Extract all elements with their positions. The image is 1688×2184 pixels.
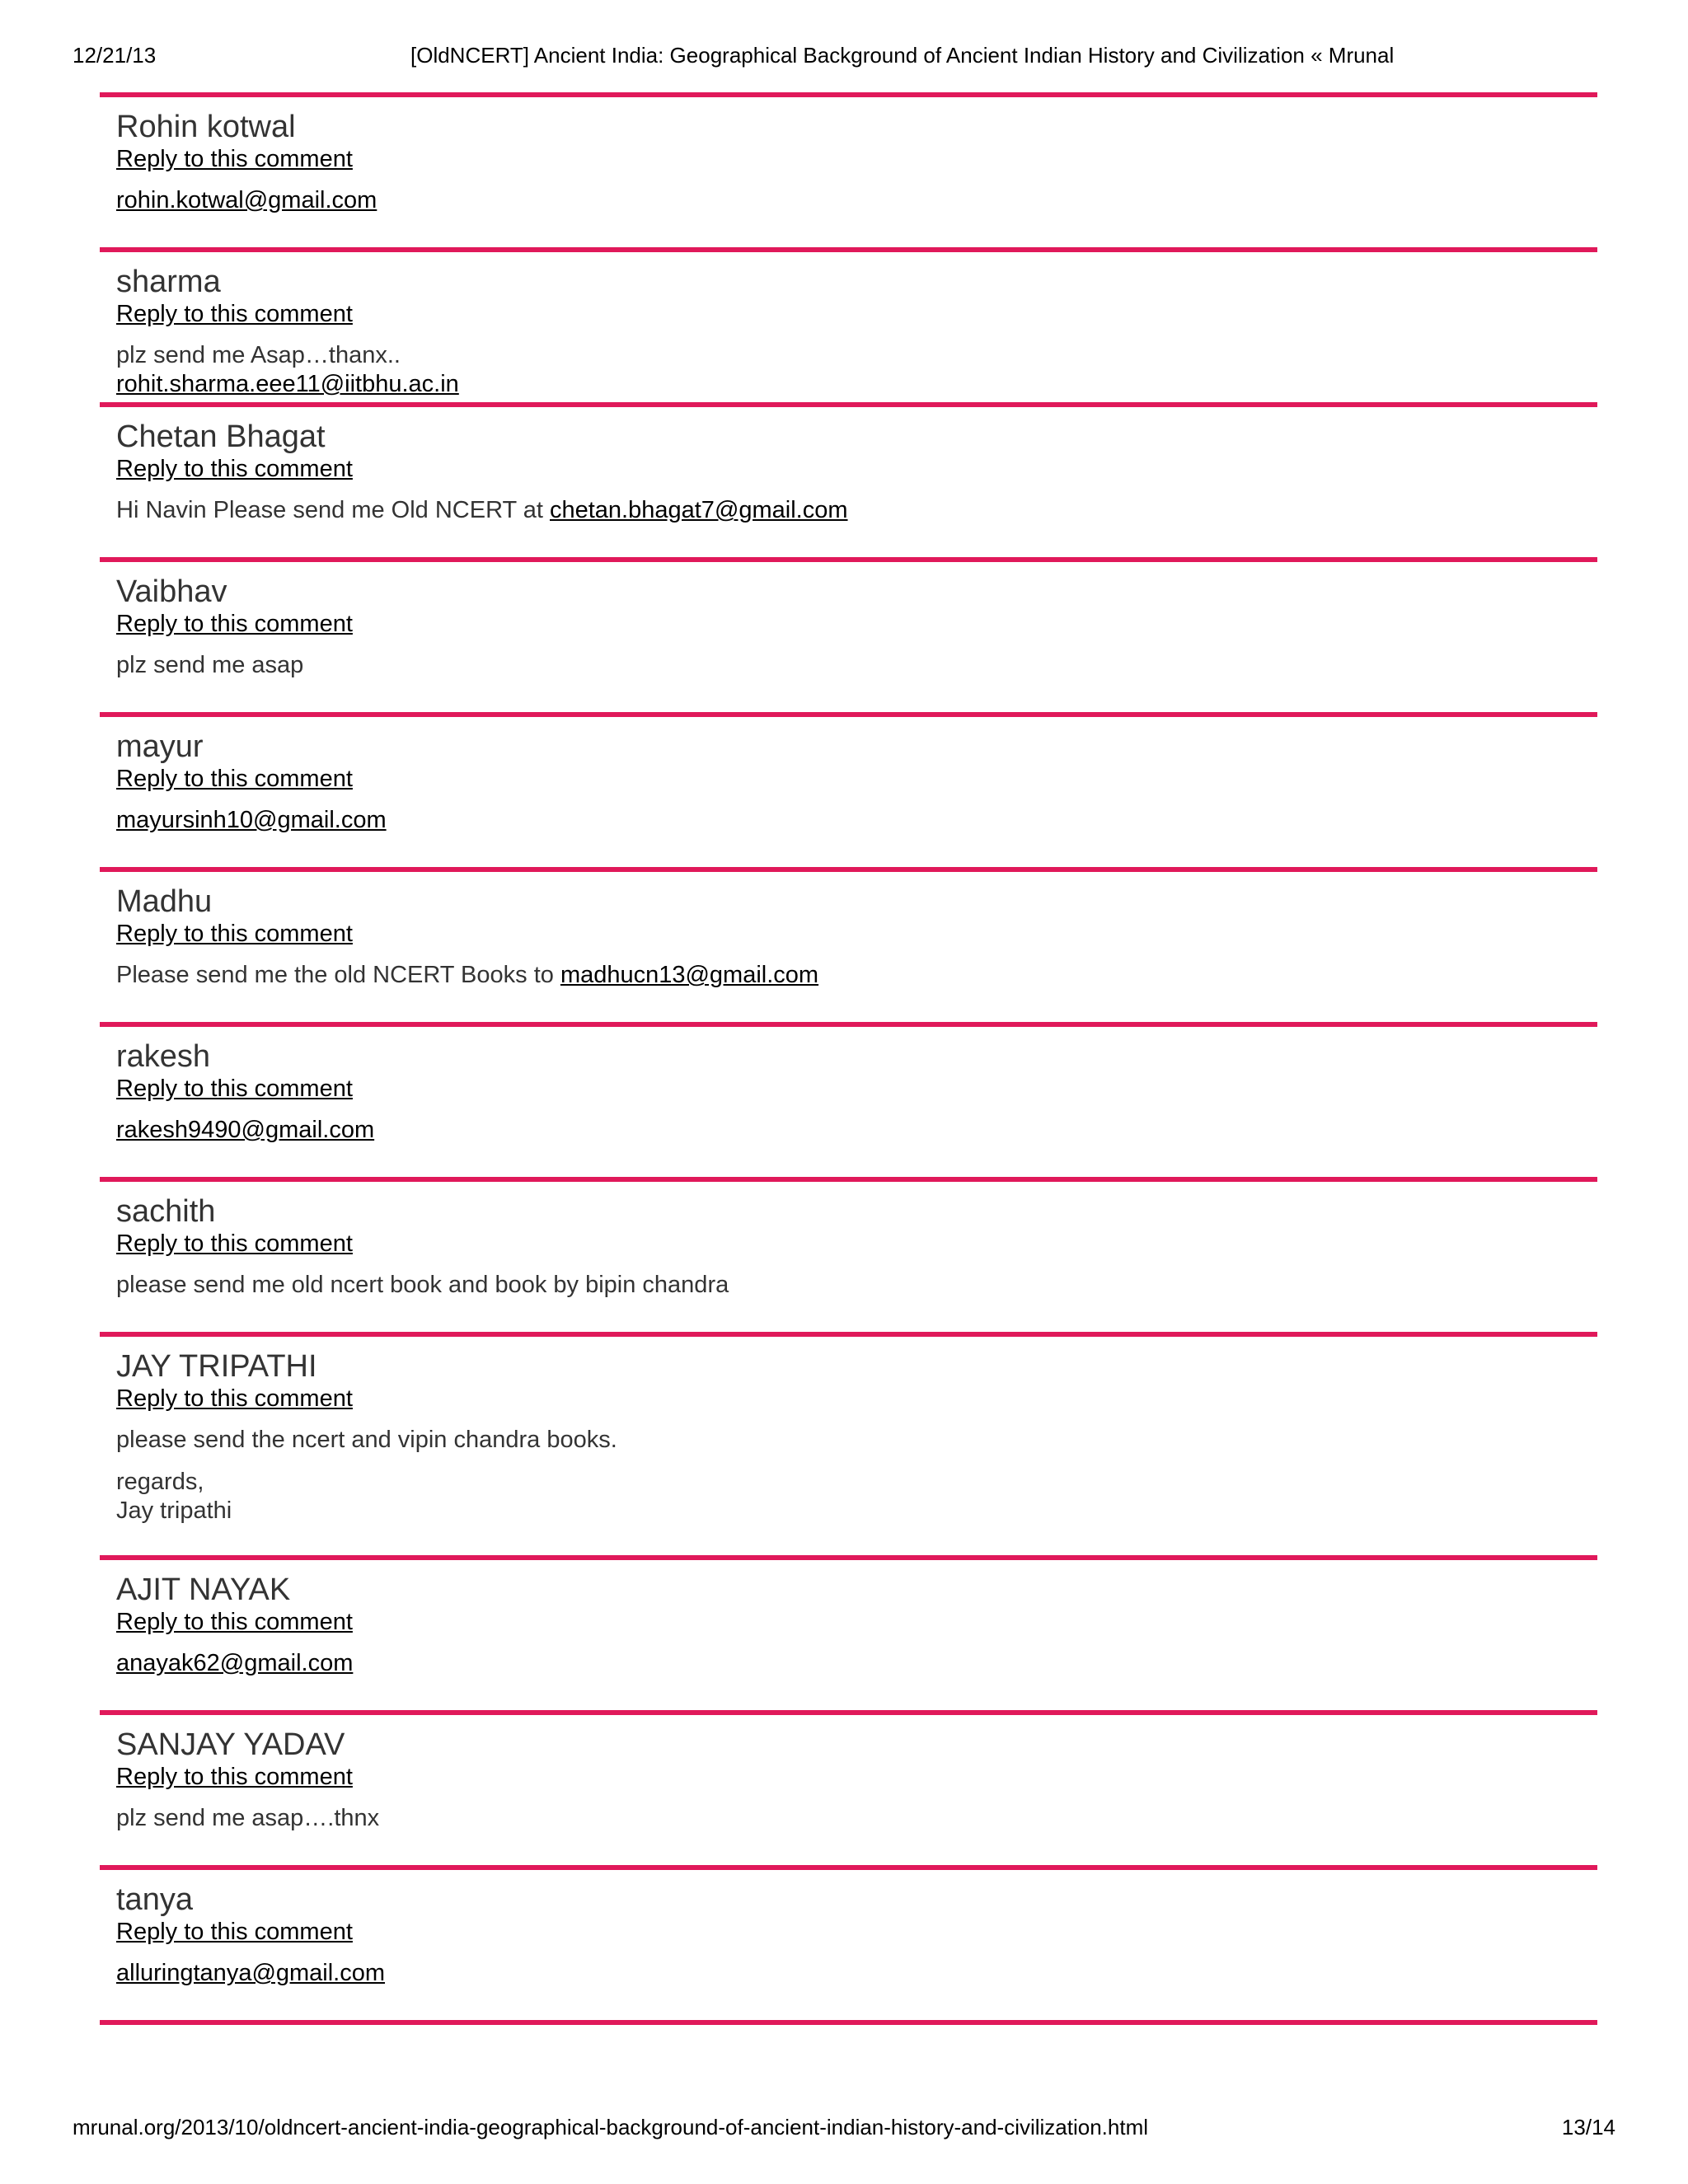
comment-item — [100, 247, 1597, 402]
comment-item — [100, 1022, 1597, 1177]
comment-paragraph — [116, 961, 1597, 990]
comment-author: Madhu — [116, 884, 213, 919]
page-title: [OldNCERT] Ancient India: Geographical Background of Ancient Indian History and Civilization « Mrunal — [410, 43, 1395, 68]
reply-link[interactable]: Reply to this comment — [116, 766, 353, 792]
comment-body — [116, 1271, 1597, 1300]
comment-author: Vaibhav — [116, 574, 227, 609]
email-link[interactable]: rohit.sharma.eee11@iitbhu.ac.in — [116, 371, 459, 397]
comment-item — [100, 1332, 1597, 1555]
comment-text: Hi Navin Please send me Old NCERT at — [116, 497, 550, 523]
page-number: 13/14 — [1561, 2115, 1615, 2139]
comment-body — [116, 341, 1597, 399]
comment-item — [100, 1555, 1597, 1710]
comment-body — [116, 1426, 1597, 1526]
print-header — [73, 43, 1615, 76]
comment-text: plz send me asap — [116, 652, 304, 678]
reply-link[interactable]: Reply to this comment — [116, 1764, 353, 1790]
comment-text: please send me old ncert book and book by bipin chandra — [116, 1272, 729, 1298]
comment-paragraph — [116, 1649, 1597, 1678]
page-url: mrunal.org/2013/10/oldncert-ancient-india-geographical-background-of-ancient-indian-history-and-civilization.html — [73, 2115, 1149, 2139]
comment-item — [100, 1177, 1597, 1332]
email-link[interactable]: rohin.kotwal@gmail.com — [116, 187, 377, 213]
comment-signature: Jay tripathi — [116, 1497, 232, 1524]
comment-author: tanya — [116, 1882, 193, 1917]
comment-text: regards, — [116, 1469, 204, 1495]
comment-item — [100, 402, 1597, 557]
comment-author: AJIT NAYAK — [116, 1572, 291, 1607]
comment-author: Rohin kotwal — [116, 110, 296, 144]
comment-author: rakesh — [116, 1039, 211, 1074]
comment-text: plz send me Asap…thanx.. — [116, 342, 401, 368]
comment-paragraph — [116, 1271, 1597, 1300]
comment-paragraph — [116, 806, 1597, 835]
comment-paragraph — [116, 1468, 1597, 1526]
email-link[interactable]: anayak62@gmail.com — [116, 1650, 354, 1676]
email-link[interactable]: rakesh9490@gmail.com — [116, 1117, 375, 1143]
print-date: 12/21/13 — [73, 43, 157, 68]
comment-paragraph — [116, 186, 1597, 215]
reply-link[interactable]: Reply to this comment — [116, 1230, 353, 1257]
comment-body — [116, 496, 1597, 525]
comment-text: plz send me asap….thnx — [116, 1805, 380, 1831]
reply-link[interactable]: Reply to this comment — [116, 1076, 353, 1102]
comment-paragraph — [116, 1116, 1597, 1145]
reply-link[interactable]: Reply to this comment — [116, 921, 353, 947]
comment-item — [100, 1865, 1597, 2020]
reply-link[interactable]: Reply to this comment — [116, 1609, 353, 1635]
comment-list — [100, 92, 1597, 2025]
comment-author: sachith — [116, 1194, 216, 1229]
comment-author: SANJAY YADAV — [116, 1727, 345, 1762]
comment-author: mayur — [116, 729, 204, 764]
comment-item — [100, 557, 1597, 712]
comment-paragraph — [116, 1426, 1597, 1455]
reply-link[interactable]: Reply to this comment — [116, 1385, 353, 1412]
comment-item — [100, 92, 1597, 247]
email-link[interactable]: madhucn13@gmail.com — [560, 962, 819, 988]
comment-author: JAY TRIPATHI — [116, 1349, 317, 1384]
reply-link[interactable]: Reply to this comment — [116, 611, 353, 637]
reply-link[interactable]: Reply to this comment — [116, 1919, 353, 1945]
reply-link[interactable]: Reply to this comment — [116, 301, 353, 327]
comment-paragraph — [116, 651, 1597, 680]
comment-body — [116, 1959, 1597, 1988]
comment-author: Chetan Bhagat — [116, 419, 326, 454]
comment-item — [100, 712, 1597, 867]
reply-link[interactable]: Reply to this comment — [116, 146, 353, 172]
comment-paragraph — [116, 1804, 1597, 1833]
comment-body — [116, 1116, 1597, 1145]
comment-paragraph — [116, 496, 1597, 525]
comment-paragraph — [116, 341, 1597, 399]
comment-body — [116, 1804, 1597, 1833]
comment-item — [100, 867, 1597, 1022]
comment-body — [116, 186, 1597, 215]
comment-text: Please send me the old NCERT Books to — [116, 962, 560, 988]
comment-body — [116, 651, 1597, 680]
comment-body — [116, 961, 1597, 990]
email-link[interactable]: alluringtanya@gmail.com — [116, 1960, 386, 1986]
comment-author: sharma — [116, 265, 221, 299]
reply-link[interactable]: Reply to this comment — [116, 456, 353, 482]
comment-body — [116, 806, 1597, 835]
email-link[interactable]: mayursinh10@gmail.com — [116, 807, 387, 833]
email-link[interactable]: chetan.bhagat7@gmail.com — [549, 497, 848, 523]
comment-text: please send the ncert and vipin chandra books. — [116, 1427, 617, 1453]
comment-body — [116, 1649, 1597, 1678]
divider — [100, 2020, 1597, 2025]
comment-paragraph — [116, 1959, 1597, 1988]
comment-item — [100, 1710, 1597, 1865]
